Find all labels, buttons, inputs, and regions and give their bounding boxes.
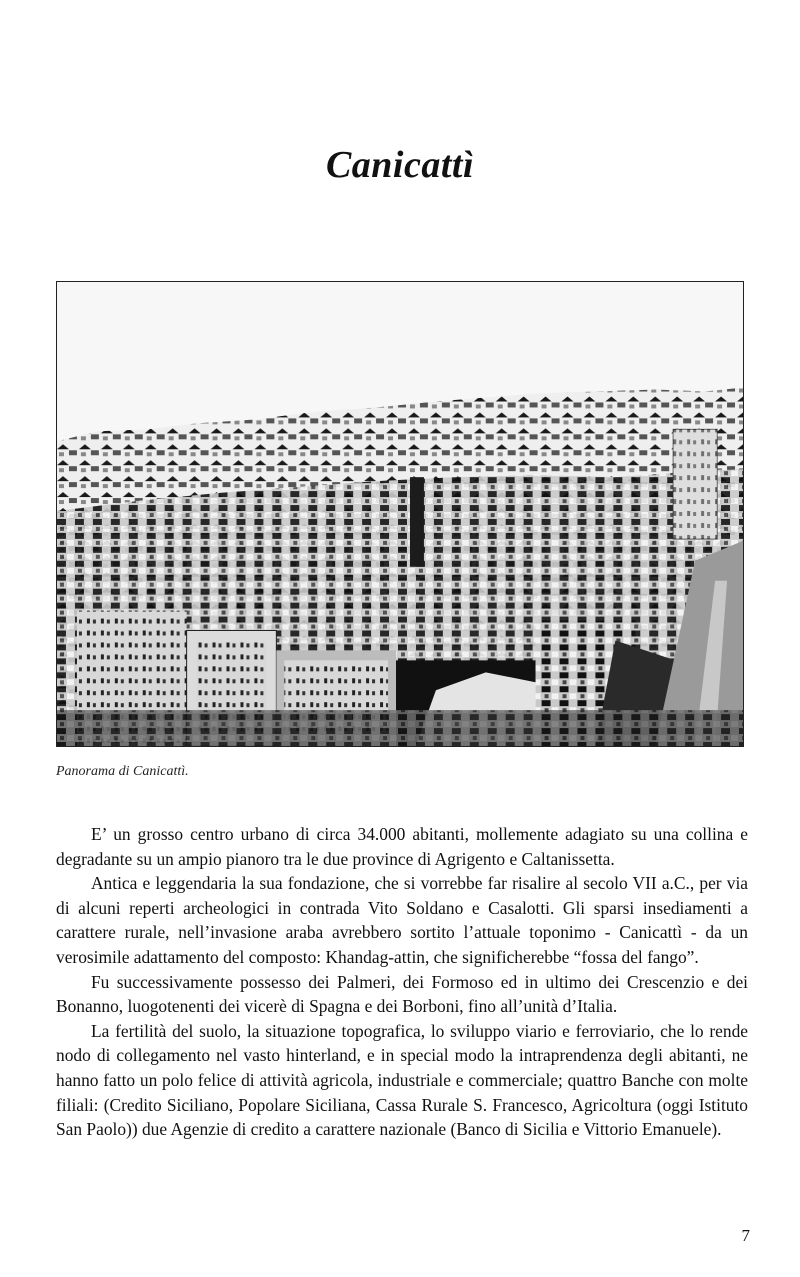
paragraph: Antica e leggendaria la sua fondazione, che si vorrebbe far risalire al secolo VII a.C., per via di alcuni reperti archeologici in contrada Vito Soldano e Casalotti. Gli sparsi insediamenti a carattere rurale, nell’invasione araba avrebbero sortito l’attuale toponimo - Canicattì - da un verosimile adattamento del composto: Khandag-attin, che significherebbe “fossa del fango”. bbox=[56, 873, 748, 967]
page-number: 7 bbox=[741, 1226, 750, 1245]
paragraph: E’ un grosso centro urbano di circa 34.000 abitanti, mollemente adagiato su una collina e degradante su un ampio pianoro tra le due province di Agrigento e Caltanissetta. bbox=[56, 824, 748, 869]
paragraph: La fertilità del suolo, la situazione topografica, lo sviluppo viario e ferroviario, che lo rende nodo di collegamento nel vasto hinterland, e in special modo la intraprendenza degli abitanti, ne hanno fatto un polo felice di attività agricola, industriale e commerciale; quattro Banche con molte filiali: (Credito Siciliano, Popolare Siciliana, Cassa Rurale S. Francesco, Agricoltura (oggi Istituto San Paolo)) due Agenzie di credito a carattere nazionale (Banco di Sicilia e Vittorio Emanuele). bbox=[56, 1020, 748, 1140]
city-panorama-photo bbox=[56, 281, 744, 747]
photo-caption: Panorama di Canicattì. bbox=[56, 764, 189, 779]
article-body bbox=[56, 822, 748, 1142]
paragraph: Fu successivamente possesso dei Palmeri, dei Formoso ed in ultimo dei Crescenzio e dei Bonanno, luogotenenti dei vicerè di Spagna e dei Borboni, fino all’unità d’Italia. bbox=[56, 971, 748, 1017]
page-title: Canicattì bbox=[325, 144, 475, 187]
city-panorama-illustration bbox=[57, 282, 743, 746]
